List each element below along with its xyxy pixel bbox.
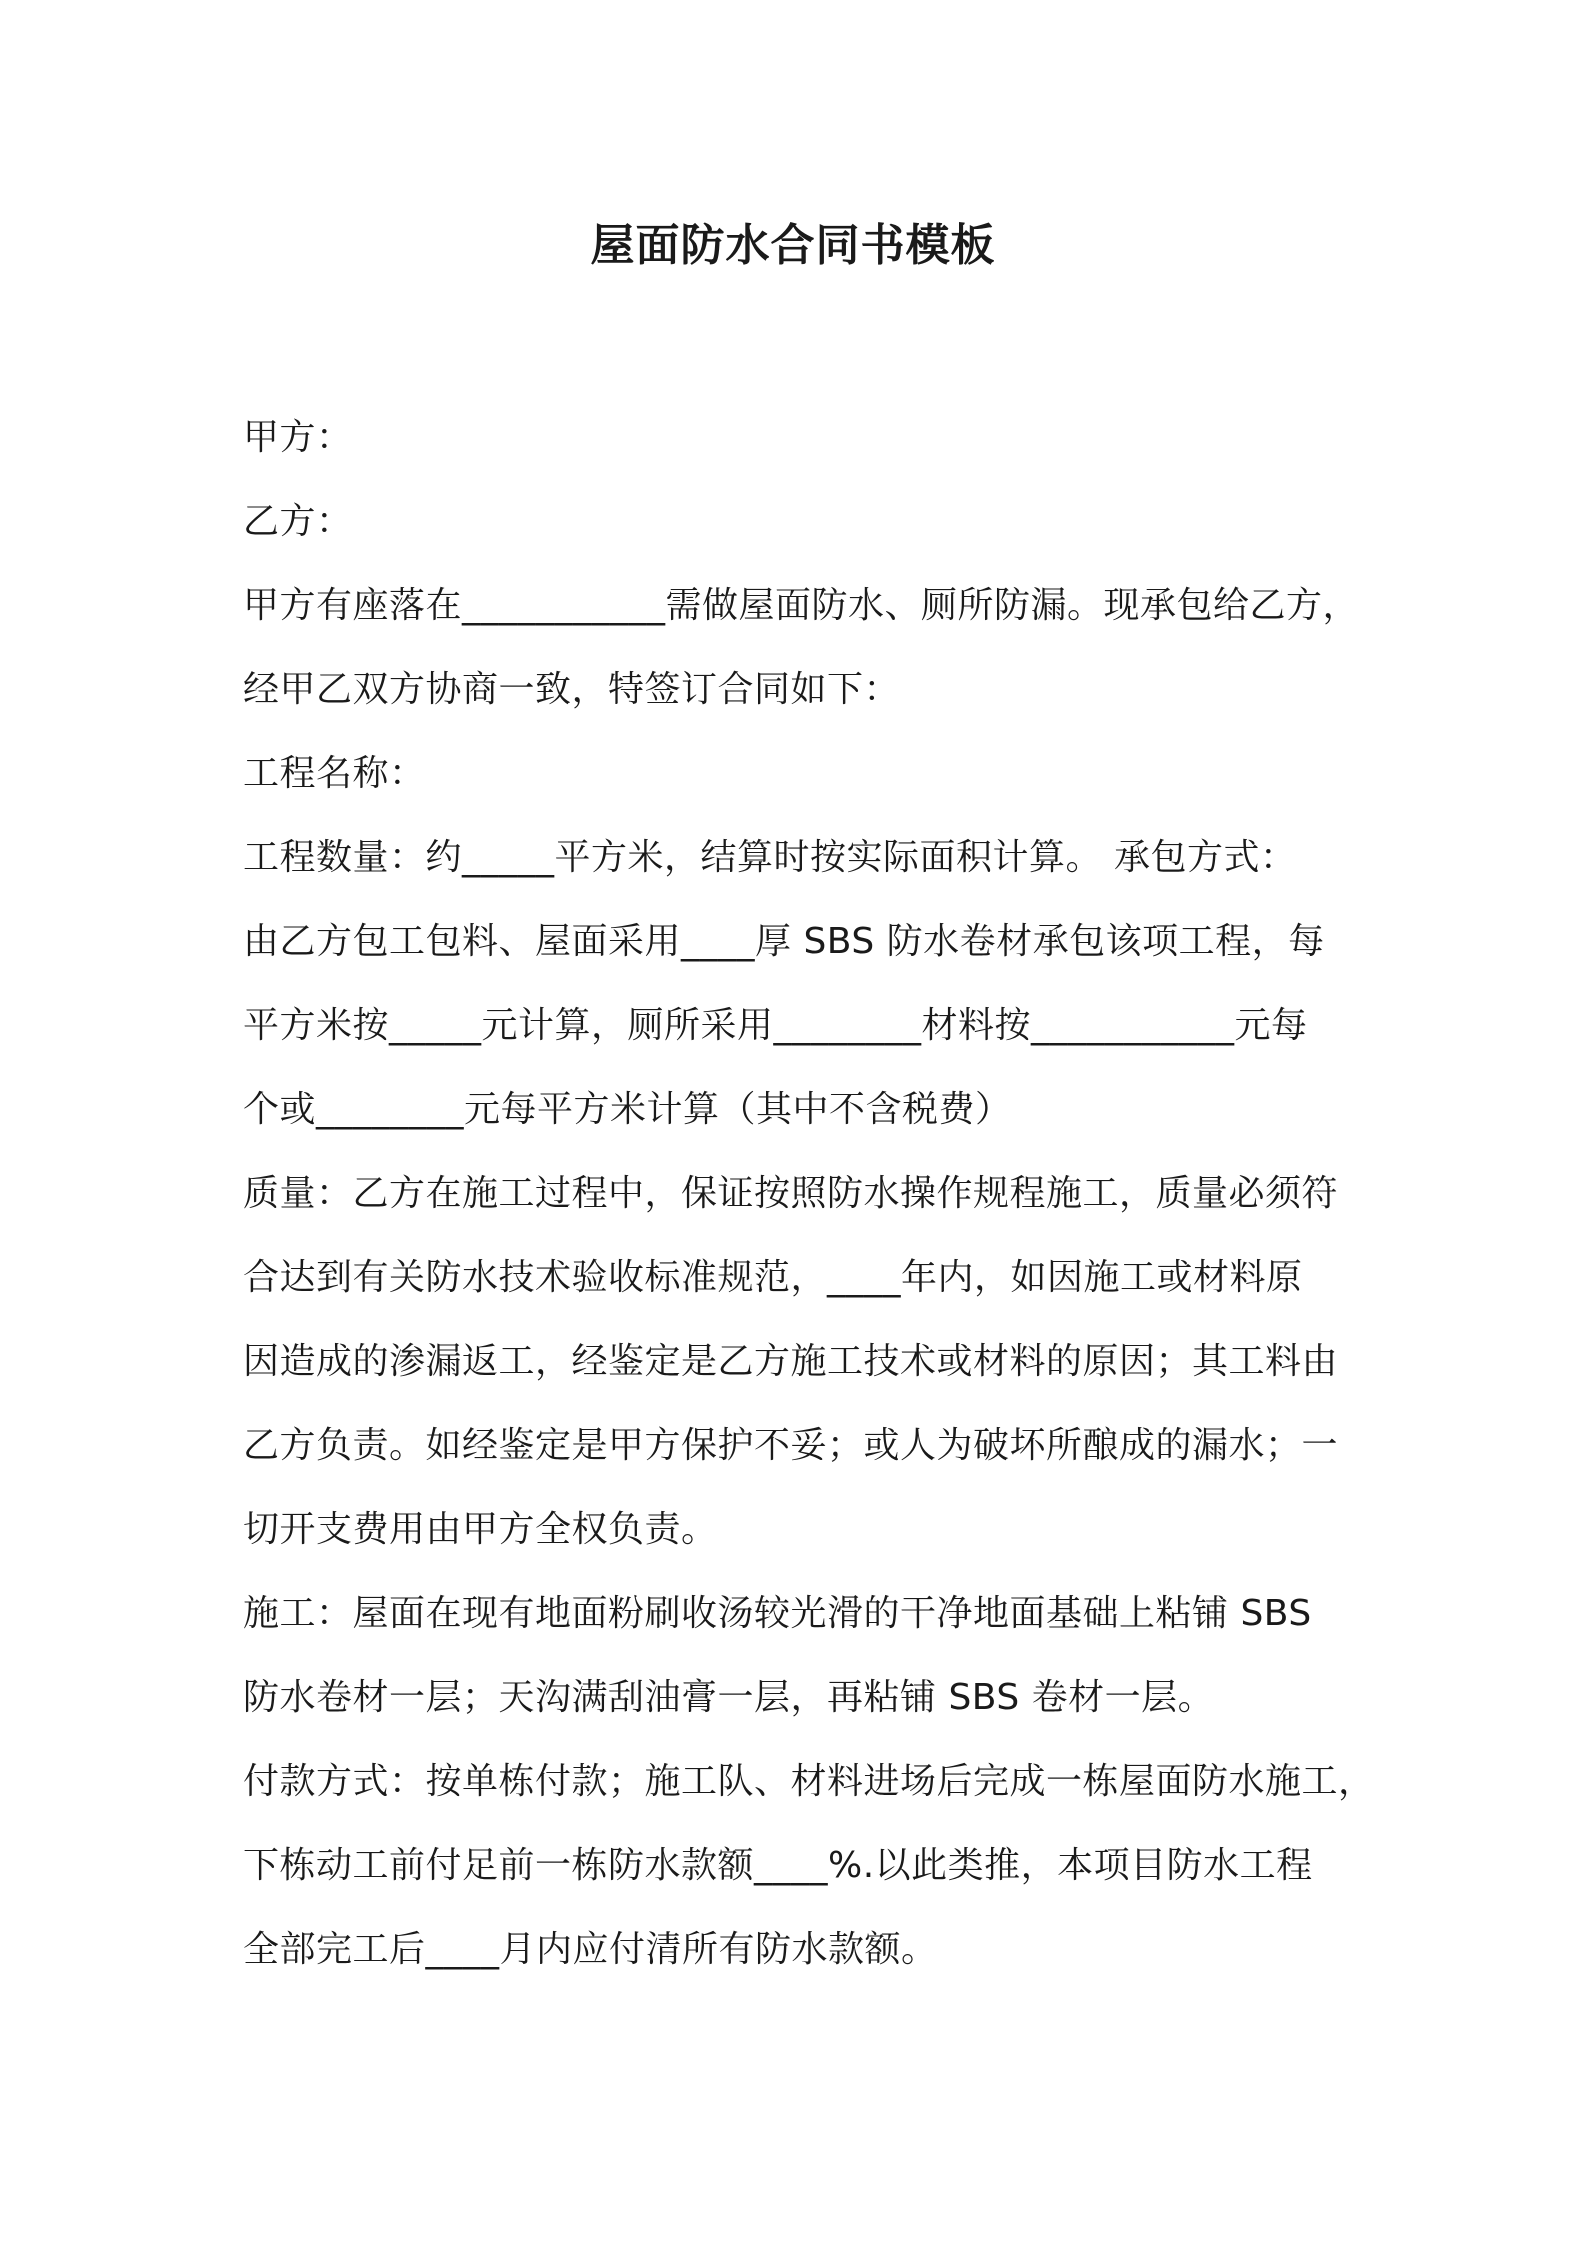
quality-line-3: 因造成的渗漏返工，经鉴定是乙方施工技术或材料的原因；其工料由 [243,1341,1339,1382]
payment-line-2: 下栋动工前付足前一栋防水款额____%.以此类推，本项目防水工程 [243,1845,1313,1886]
quality-line-1: 质量：乙方在施工过程中，保证按照防水操作规程施工，质量必须符 [243,1173,1339,1214]
party-a-line: 甲方： [243,417,353,458]
intro-line-1: 甲方有座落在___________需做屋面防水、厕所防漏。现承包给乙方， [243,585,1360,626]
construction-line-1: 施工：屋面在现有地面粉刷收汤较光滑的干净地面基础上粘铺 SBS [243,1593,1312,1634]
contract-mode-line-2: 平方米按_____元计算，厕所采用________材料按___________元每 [243,1005,1308,1046]
party-b-line: 乙方： [243,501,353,542]
quality-line-4: 乙方负责。如经鉴定是甲方保护不妥；或人为破坏所酿成的漏水；一 [243,1425,1339,1466]
quality-line-5: 切开支费用由甲方全权负责。 [243,1509,718,1550]
intro-line-2: 经甲乙双方协商一致，特签订合同如下： [243,669,901,710]
contract-mode-line-1: 由乙方包工包料、屋面采用____厚 SBS 防水卷材承包该项工程，每 [243,921,1325,962]
project-name-line: 工程名称： [243,753,426,794]
payment-line-1: 付款方式：按单栋付款；施工队、材料进场后完成一栋屋面防水施工， [243,1761,1375,1802]
payment-line-3: 全部完工后____月内应付清所有防水款额。 [243,1929,938,1970]
document-title: 屋面防水合同书模板 [590,220,996,271]
quality-line-2: 合达到有关防水技术验收标准规范，____年内，如因施工或材料原 [243,1257,1303,1298]
contract-mode-line-3: 个或________元每平方米计算（其中不含税费） [243,1089,1012,1130]
quantity-line: 工程数量：约_____平方米，结算时按实际面积计算。 承包方式： [243,837,1297,878]
construction-line-2: 防水卷材一层；天沟满刮油膏一层，再粘铺 SBS 卷材一层。 [243,1677,1215,1718]
